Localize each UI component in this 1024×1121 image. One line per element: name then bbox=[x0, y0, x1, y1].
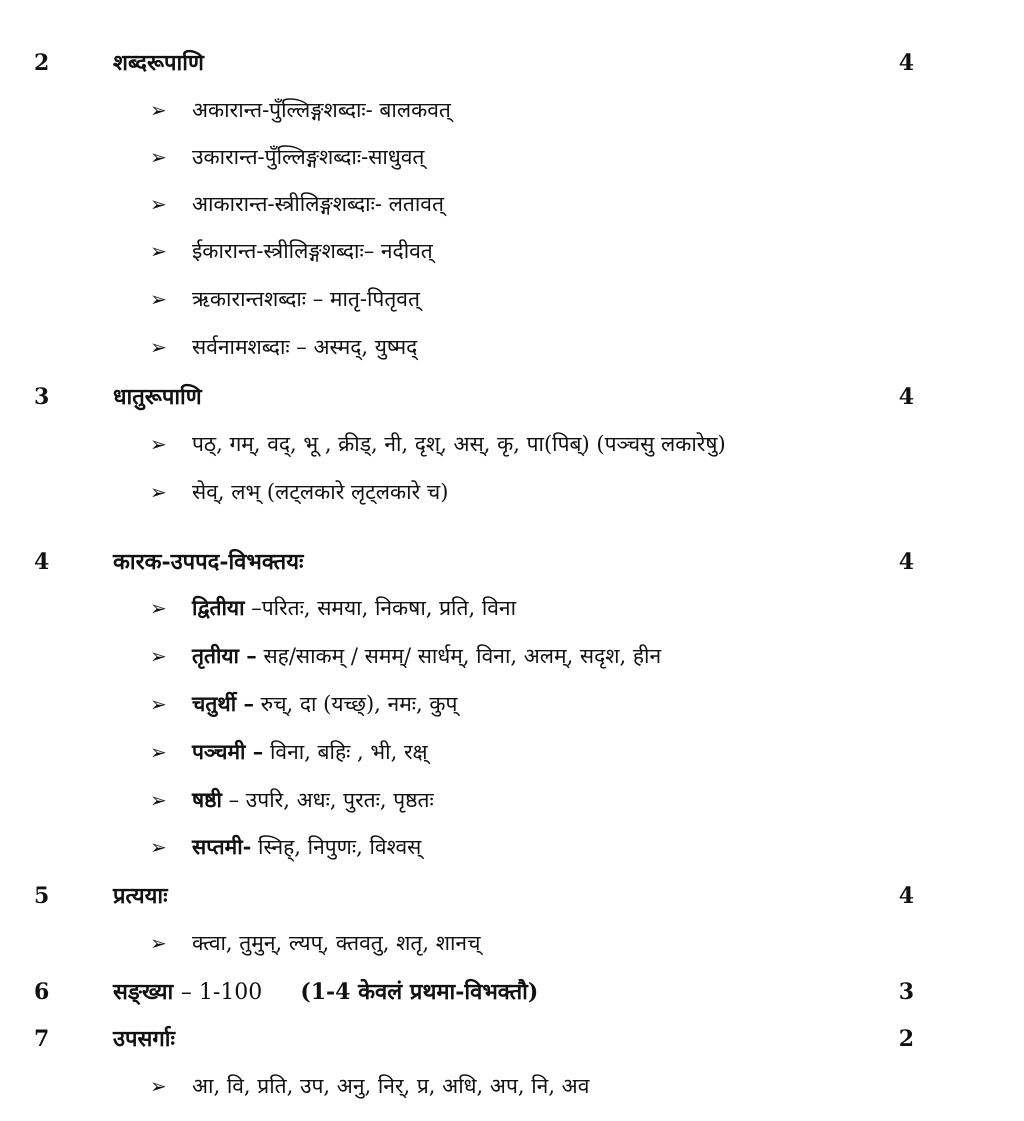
list-item bbox=[150, 184, 444, 224]
item-text: आकारान्त-स्त्रीलिङ्गशब्दाः- लतावत् bbox=[192, 192, 444, 216]
list-item bbox=[150, 636, 661, 676]
list-item bbox=[150, 780, 434, 820]
section-note: (1-4 केवलं प्रथमा-विभक्तौ) bbox=[300, 979, 539, 1005]
list-item bbox=[150, 827, 421, 867]
case-name: तृतीया – bbox=[192, 643, 257, 668]
section-title: धातुरूपाणि bbox=[113, 384, 202, 410]
section-number: 3 bbox=[34, 384, 50, 410]
arrow-bullet-icon: ➢ bbox=[150, 480, 167, 504]
list-item bbox=[150, 327, 417, 367]
arrow-bullet-icon: ➢ bbox=[150, 644, 167, 668]
item-text: ईकारान्त-स्त्रीलिङ्गशब्दाः– नदीवत् bbox=[192, 239, 433, 263]
list-item bbox=[150, 137, 424, 177]
section-2-header bbox=[0, 43, 1024, 83]
case-name: षष्ठी bbox=[192, 787, 222, 812]
item-text: सेव्, लभ् (लट्लकारे लृट्लकारे च) bbox=[192, 480, 449, 504]
item-text: ऋकारान्तशब्दाः – मातृ-पितृवत् bbox=[192, 287, 420, 311]
section-title-text: सङ्ख्या bbox=[113, 979, 174, 1005]
section-4-header bbox=[0, 542, 1024, 582]
item-text: अकारान्त-पुँल्लिङ्गशब्दाः- बालकवत् bbox=[192, 98, 451, 122]
list-item bbox=[150, 684, 457, 724]
item-text: विना, बहिः , भी, रक्ष् bbox=[263, 740, 428, 764]
item-text: स्निह्, निपुणः, विश्वस् bbox=[251, 835, 422, 859]
section-number: 7 bbox=[34, 1026, 50, 1052]
section-number: 4 bbox=[34, 549, 50, 575]
section-5-header bbox=[0, 876, 1024, 916]
section-title: प्रत्ययाः bbox=[113, 883, 168, 909]
section-3-header bbox=[0, 377, 1024, 417]
arrow-bullet-icon: ➢ bbox=[150, 239, 167, 263]
list-item bbox=[150, 732, 428, 772]
list-item bbox=[150, 424, 726, 464]
list-item bbox=[150, 279, 420, 319]
arrow-bullet-icon: ➢ bbox=[150, 788, 167, 812]
item-text: – उपरि, अधः, पुरतः, पृष्ठतः bbox=[221, 788, 434, 812]
section-number: 2 bbox=[34, 50, 50, 76]
arrow-bullet-icon: ➢ bbox=[150, 1074, 167, 1098]
case-name: चतुर्थी – bbox=[192, 691, 254, 716]
case-name: द्वितीया bbox=[192, 595, 245, 620]
arrow-bullet-icon: ➢ bbox=[150, 335, 167, 359]
section-title bbox=[113, 972, 538, 1013]
list-item bbox=[150, 923, 480, 963]
list-item bbox=[150, 472, 448, 512]
section-7-header bbox=[0, 1019, 1024, 1059]
item-text: आ, वि, प्रति, उप, अनु, निर्, प्र, अधि, अप, नि, अव bbox=[192, 1074, 590, 1098]
item-text: सर्वनामशब्दाः – अस्मद्, युष्मद् bbox=[192, 335, 418, 359]
section-marks: 4 bbox=[898, 384, 914, 410]
arrow-bullet-icon: ➢ bbox=[150, 432, 167, 456]
section-number: 5 bbox=[34, 883, 50, 909]
arrow-bullet-icon: ➢ bbox=[150, 192, 167, 216]
arrow-bullet-icon: ➢ bbox=[150, 98, 167, 122]
section-marks: 4 bbox=[898, 883, 914, 909]
item-text: उकारान्त-पुँल्लिङ्गशब्दाः-साधुवत् bbox=[192, 145, 425, 169]
section-marks: 3 bbox=[898, 979, 914, 1005]
arrow-bullet-icon: ➢ bbox=[150, 145, 167, 169]
arrow-bullet-icon: ➢ bbox=[150, 931, 167, 955]
arrow-bullet-icon: ➢ bbox=[150, 740, 167, 764]
section-title: उपसर्गाः bbox=[113, 1026, 175, 1052]
list-item bbox=[150, 588, 516, 628]
section-marks: 4 bbox=[898, 50, 914, 76]
list-item bbox=[150, 90, 451, 130]
arrow-bullet-icon: ➢ bbox=[150, 835, 167, 859]
case-name: सप्तमी- bbox=[192, 834, 252, 859]
list-item bbox=[150, 231, 433, 271]
arrow-bullet-icon: ➢ bbox=[150, 596, 167, 620]
arrow-bullet-icon: ➢ bbox=[150, 287, 167, 311]
number-range: – 1-100 bbox=[180, 980, 263, 1005]
section-title: शब्दरूपाणि bbox=[113, 50, 204, 76]
section-marks: 4 bbox=[898, 549, 914, 575]
item-text: पठ्, गम्, वद्, भू , क्रीड्, नी, दृश्, अस्, कृ, पा(पिब्) (पञ्चसु लकारेषु) bbox=[192, 432, 726, 456]
list-item bbox=[150, 1066, 589, 1106]
item-text: –परितः, समया, निकषा, प्रति, विना bbox=[244, 596, 517, 620]
case-name: पञ्चमी – bbox=[192, 739, 264, 764]
section-number: 6 bbox=[34, 979, 50, 1005]
item-text: क्त्वा, तुमुन्, ल्यप्, क्तवतु, शतृ, शानच् bbox=[192, 931, 481, 955]
item-text: सह/साकम् / समम्/ सार्धम्, विना, अलम्, सदृश, हीन bbox=[256, 644, 662, 668]
arrow-bullet-icon: ➢ bbox=[150, 692, 167, 716]
section-title: कारक-उपपद-विभक्तयः bbox=[113, 549, 304, 575]
item-text: रुच्, दा (यच्छ्), नमः, कुप् bbox=[253, 692, 458, 716]
section-6-header bbox=[0, 972, 1024, 1012]
section-marks: 2 bbox=[898, 1026, 914, 1052]
